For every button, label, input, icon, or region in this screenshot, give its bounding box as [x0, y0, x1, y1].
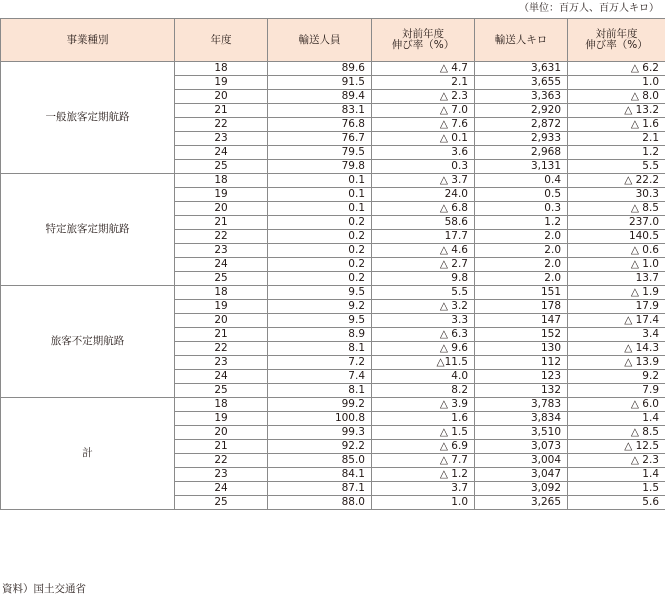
passengers-yoy-cell: △ 7.0	[372, 104, 475, 118]
passengers-yoy-cell: 1.0	[372, 496, 475, 510]
passengers-cell: 0.2	[268, 244, 372, 258]
header-year: 年度	[175, 19, 268, 62]
passengers-yoy-cell: △ 4.6	[372, 244, 475, 258]
passenger-km-yoy-cell: 9.2	[568, 370, 665, 384]
passenger-km-yoy-cell: 17.9	[568, 300, 665, 314]
passengers-yoy-cell: 3.3	[372, 314, 475, 328]
year-cell: 22	[175, 342, 268, 356]
year-cell: 18	[175, 286, 268, 300]
passenger-km-yoy-cell: 2.1	[568, 132, 665, 146]
passenger-km-cell: 2.0	[475, 258, 568, 272]
year-cell: 19	[175, 412, 268, 426]
passengers-cell: 0.2	[268, 216, 372, 230]
year-cell: 18	[175, 398, 268, 412]
passenger-km-cell: 2,933	[475, 132, 568, 146]
passenger-km-yoy-cell: 237.0	[568, 216, 665, 230]
passenger-ship-table	[0, 18, 665, 510]
passengers-cell: 84.1	[268, 468, 372, 482]
header-passenger-km-yoy-line2: 伸び率（%）	[585, 39, 648, 51]
passengers-yoy-cell: △ 1.2	[372, 468, 475, 482]
year-cell: 23	[175, 356, 268, 370]
year-cell: 19	[175, 300, 268, 314]
passengers-yoy-cell: △ 9.6	[372, 342, 475, 356]
passenger-km-yoy-cell: △ 13.2	[568, 104, 665, 118]
passenger-km-yoy-cell: △ 1.9	[568, 286, 665, 300]
year-cell: 20	[175, 202, 268, 216]
passengers-yoy-cell: △ 4.7	[372, 62, 475, 76]
passenger-km-cell: 3,510	[475, 426, 568, 440]
header-passenger-km: 輸送人キロ	[475, 19, 568, 62]
year-cell: 21	[175, 104, 268, 118]
passengers-yoy-cell: 58.6	[372, 216, 475, 230]
passenger-km-yoy-cell: △ 14.3	[568, 342, 665, 356]
passengers-cell: 7.4	[268, 370, 372, 384]
passenger-km-yoy-cell: △ 8.5	[568, 426, 665, 440]
passenger-km-cell: 2.0	[475, 230, 568, 244]
passengers-yoy-cell: 9.8	[372, 272, 475, 286]
header-passenger-km-yoy	[568, 19, 665, 62]
passenger-km-cell: 3,047	[475, 468, 568, 482]
passengers-yoy-cell: 0.3	[372, 160, 475, 174]
passenger-km-yoy-cell: △ 8.5	[568, 202, 665, 216]
passengers-cell: 0.2	[268, 272, 372, 286]
category-cell: 旅客不定期航路	[1, 286, 175, 398]
year-cell: 25	[175, 272, 268, 286]
category-cell: 計	[1, 398, 175, 510]
year-cell: 24	[175, 370, 268, 384]
year-cell: 19	[175, 188, 268, 202]
passengers-cell: 9.5	[268, 286, 372, 300]
passenger-km-yoy-cell: △ 8.0	[568, 90, 665, 104]
passengers-yoy-cell: 3.6	[372, 146, 475, 160]
passengers-yoy-cell: △ 3.2	[372, 300, 475, 314]
passenger-km-cell: 178	[475, 300, 568, 314]
passengers-yoy-cell: △ 3.9	[372, 398, 475, 412]
header-passenger-km-yoy-line1: 対前年度	[595, 28, 638, 40]
passengers-cell: 7.2	[268, 356, 372, 370]
passenger-km-cell: 3,631	[475, 62, 568, 76]
header-passengers-yoy	[372, 19, 475, 62]
passengers-yoy-cell: △ 2.3	[372, 90, 475, 104]
passenger-km-cell: 3,363	[475, 90, 568, 104]
passengers-yoy-cell: 1.6	[372, 412, 475, 426]
table-body	[1, 62, 665, 510]
year-cell: 22	[175, 230, 268, 244]
passenger-km-yoy-cell: 1.0	[568, 76, 665, 90]
category-cell: 一般旅客定期航路	[1, 62, 175, 174]
passengers-cell: 91.5	[268, 76, 372, 90]
passenger-km-yoy-cell: 5.6	[568, 496, 665, 510]
table-row	[1, 174, 665, 188]
passengers-cell: 76.7	[268, 132, 372, 146]
passengers-cell: 76.8	[268, 118, 372, 132]
passengers-yoy-cell: 5.5	[372, 286, 475, 300]
passenger-km-cell: 2,968	[475, 146, 568, 160]
header-passengers-yoy-line1: 対前年度	[402, 28, 444, 40]
year-cell: 24	[175, 258, 268, 272]
year-cell: 25	[175, 496, 268, 510]
passenger-km-cell: 3,834	[475, 412, 568, 426]
passenger-km-cell: 3,655	[475, 76, 568, 90]
passenger-km-yoy-cell: 13.7	[568, 272, 665, 286]
passenger-km-yoy-cell: △ 17.4	[568, 314, 665, 328]
passenger-km-cell: 2,920	[475, 104, 568, 118]
passenger-km-yoy-cell: △ 0.6	[568, 244, 665, 258]
year-cell: 25	[175, 160, 268, 174]
passenger-km-yoy-cell: △ 6.2	[568, 62, 665, 76]
passengers-cell: 0.1	[268, 188, 372, 202]
passenger-km-cell: 3,131	[475, 160, 568, 174]
passenger-km-yoy-cell: 140.5	[568, 230, 665, 244]
passenger-km-yoy-cell: 1.4	[568, 468, 665, 482]
passengers-cell: 92.2	[268, 440, 372, 454]
passenger-km-cell: 151	[475, 286, 568, 300]
passengers-yoy-cell: △ 7.7	[372, 454, 475, 468]
passenger-km-yoy-cell: 1.4	[568, 412, 665, 426]
year-cell: 20	[175, 314, 268, 328]
passenger-km-cell: 3,004	[475, 454, 568, 468]
passenger-km-cell: 2.0	[475, 272, 568, 286]
passengers-yoy-cell: △ 0.1	[372, 132, 475, 146]
passenger-km-cell: 3,265	[475, 496, 568, 510]
passenger-km-cell: 123	[475, 370, 568, 384]
passengers-yoy-cell: △ 7.6	[372, 118, 475, 132]
passenger-km-cell: 0.4	[475, 174, 568, 188]
header-passengers-yoy-line2: 伸び率（%）	[391, 39, 455, 51]
passenger-km-cell: 2.0	[475, 244, 568, 258]
year-cell: 23	[175, 468, 268, 482]
header-category: 事業種別	[1, 19, 175, 62]
year-cell: 23	[175, 132, 268, 146]
passengers-cell: 79.5	[268, 146, 372, 160]
passenger-km-cell: 3,073	[475, 440, 568, 454]
table-header	[1, 19, 665, 62]
passengers-yoy-cell: 2.1	[372, 76, 475, 90]
passenger-km-yoy-cell: 30.3	[568, 188, 665, 202]
passenger-km-cell: 3,783	[475, 398, 568, 412]
passenger-km-yoy-cell: △ 1.6	[568, 118, 665, 132]
category-cell: 特定旅客定期航路	[1, 174, 175, 286]
passengers-cell: 0.1	[268, 202, 372, 216]
passengers-yoy-cell: △11.5	[372, 356, 475, 370]
passengers-cell: 85.0	[268, 454, 372, 468]
passengers-cell: 99.3	[268, 426, 372, 440]
year-cell: 19	[175, 76, 268, 90]
passenger-km-cell: 1.2	[475, 216, 568, 230]
year-cell: 24	[175, 482, 268, 496]
passenger-km-yoy-cell: 7.9	[568, 384, 665, 398]
passenger-km-yoy-cell: △ 13.9	[568, 356, 665, 370]
passenger-km-cell: 152	[475, 328, 568, 342]
unit-note: （単位：百万人、百万人キロ）	[519, 3, 659, 14]
passenger-km-cell: 130	[475, 342, 568, 356]
passengers-cell: 8.1	[268, 342, 372, 356]
passenger-km-yoy-cell: 1.2	[568, 146, 665, 160]
passengers-cell: 8.1	[268, 384, 372, 398]
passenger-km-yoy-cell: △ 6.0	[568, 398, 665, 412]
passengers-yoy-cell: 8.2	[372, 384, 475, 398]
passengers-cell: 99.2	[268, 398, 372, 412]
passengers-yoy-cell: △ 1.5	[372, 426, 475, 440]
table-row	[1, 398, 665, 412]
passengers-cell: 79.8	[268, 160, 372, 174]
year-cell: 18	[175, 174, 268, 188]
year-cell: 22	[175, 454, 268, 468]
year-cell: 23	[175, 244, 268, 258]
passengers-yoy-cell: △ 6.8	[372, 202, 475, 216]
passengers-cell: 88.0	[268, 496, 372, 510]
year-cell: 25	[175, 384, 268, 398]
passengers-cell: 0.2	[268, 258, 372, 272]
passengers-cell: 89.6	[268, 62, 372, 76]
passenger-km-yoy-cell: 1.5	[568, 482, 665, 496]
year-cell: 21	[175, 328, 268, 342]
year-cell: 21	[175, 440, 268, 454]
passenger-km-yoy-cell: 5.5	[568, 160, 665, 174]
year-cell: 24	[175, 146, 268, 160]
passenger-km-yoy-cell: 3.4	[568, 328, 665, 342]
passengers-yoy-cell: 3.7	[372, 482, 475, 496]
passenger-km-cell: 112	[475, 356, 568, 370]
passenger-km-cell: 0.5	[475, 188, 568, 202]
passengers-cell: 9.2	[268, 300, 372, 314]
passengers-yoy-cell: △ 2.7	[372, 258, 475, 272]
source-note: 資料）国土交通省	[2, 583, 86, 595]
passengers-yoy-cell: 17.7	[372, 230, 475, 244]
year-cell: 22	[175, 118, 268, 132]
passengers-yoy-cell: △ 3.7	[372, 174, 475, 188]
passenger-km-cell: 3,092	[475, 482, 568, 496]
year-cell: 18	[175, 62, 268, 76]
passengers-yoy-cell: 4.0	[372, 370, 475, 384]
passengers-cell: 8.9	[268, 328, 372, 342]
table-row	[1, 62, 665, 76]
year-cell: 20	[175, 426, 268, 440]
passenger-km-yoy-cell: △ 12.5	[568, 440, 665, 454]
passenger-km-yoy-cell: △ 22.2	[568, 174, 665, 188]
passengers-cell: 9.5	[268, 314, 372, 328]
passengers-yoy-cell: △ 6.3	[372, 328, 475, 342]
passenger-km-cell: 147	[475, 314, 568, 328]
table-row	[1, 286, 665, 300]
year-cell: 20	[175, 90, 268, 104]
passenger-km-yoy-cell: △ 1.0	[568, 258, 665, 272]
passengers-cell: 89.4	[268, 90, 372, 104]
passengers-cell: 0.1	[268, 174, 372, 188]
passenger-km-cell: 132	[475, 384, 568, 398]
passengers-yoy-cell: 24.0	[372, 188, 475, 202]
passengers-cell: 0.2	[268, 230, 372, 244]
passengers-cell: 100.8	[268, 412, 372, 426]
passengers-cell: 83.1	[268, 104, 372, 118]
year-cell: 21	[175, 216, 268, 230]
passenger-km-cell: 0.3	[475, 202, 568, 216]
passengers-cell: 87.1	[268, 482, 372, 496]
header-passengers: 輸送人員	[268, 19, 372, 62]
passengers-yoy-cell: △ 6.9	[372, 440, 475, 454]
passenger-km-cell: 2,872	[475, 118, 568, 132]
passenger-km-yoy-cell: △ 2.3	[568, 454, 665, 468]
